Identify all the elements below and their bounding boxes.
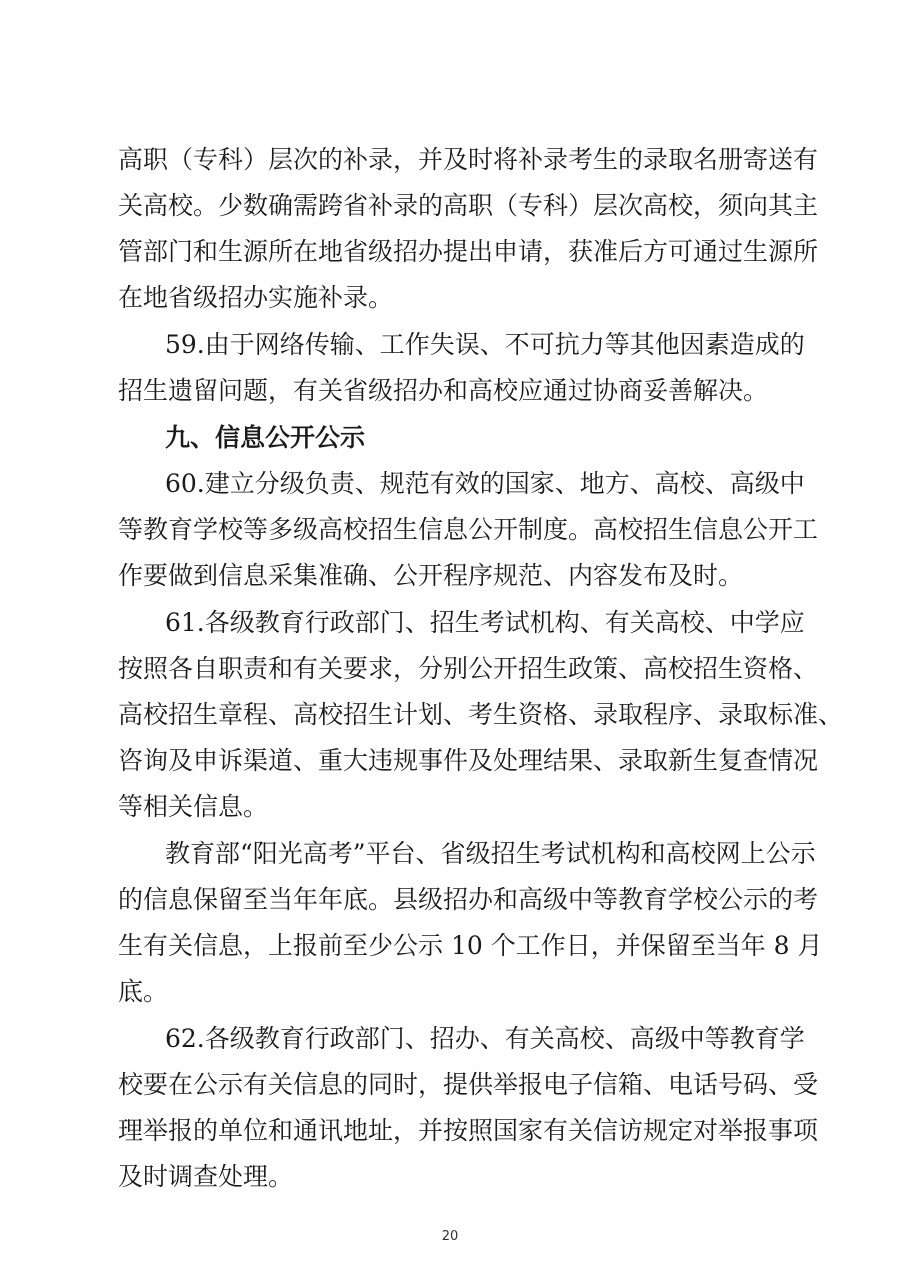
text-line: 生有关信息，上报前至少公示 10 个工作日，并保留至当年 8 月: [118, 931, 823, 960]
text-line: 61.各级教育行政部门、招生考试机构、有关高校、中学应: [165, 608, 805, 637]
text-line: 在地省级招办实施补录。: [118, 283, 394, 312]
text-line: 教育部“阳光高考”平台、省级招生考试机构和高校网上公示: [165, 839, 816, 868]
text-line: 62.各级教育行政部门、招办、有关高校、高级中等教育学: [165, 1024, 805, 1053]
text-line: 校要在公示有关信息的同时，提供举报电子信箱、电话号码、受: [118, 1070, 819, 1099]
text-line: 60.建立分级负责、规范有效的国家、地方、高校、高级中: [165, 469, 805, 498]
text-line: 等教育学校等多级高校招生信息公开制度。高校招生信息公开工: [118, 515, 819, 544]
text-line: 理举报的单位和通讯地址，并按照国家有关信访规定对举报事项: [118, 1116, 819, 1145]
text-line: 咨询及申诉渠道、重大违规事件及处理结果、录取新生复查情况: [118, 746, 819, 775]
text-line: 及时调查处理。: [118, 1162, 294, 1191]
text-line: 的信息保留至当年年底。县级招办和高级中等教育学校公示的考: [118, 885, 819, 914]
text-line: 高校招生章程、高校招生计划、考生资格、录取程序、录取标准、: [118, 700, 844, 729]
page-number: 20: [441, 1229, 459, 1244]
section-heading: 九、信息公开公示: [165, 423, 366, 452]
text-line: 等相关信息。: [118, 792, 269, 821]
text-line: 按照各自职责和有关要求，分别公开招生政策、高校招生资格、: [118, 654, 819, 683]
text-line: 高职（专科）层次的补录，并及时将补录考生的录取名册寄送有: [118, 145, 819, 174]
text-line: 管部门和生源所在地省级招办提出申请，获准后方可通过生源所: [118, 237, 819, 266]
text-line: 关高校。少数确需跨省补录的高职（专科）层次高校，须向其主: [118, 191, 819, 220]
text-line: 作要做到信息采集准确、公开程序规范、内容发布及时。: [118, 561, 744, 590]
text-line: 59.由于网络传输、工作失误、不可抗力等其他因素造成的: [165, 330, 805, 359]
text-line: 招生遗留问题，有关省级招办和高校应通过协商妥善解决。: [118, 376, 769, 405]
text-line: 底。: [118, 977, 169, 1006]
